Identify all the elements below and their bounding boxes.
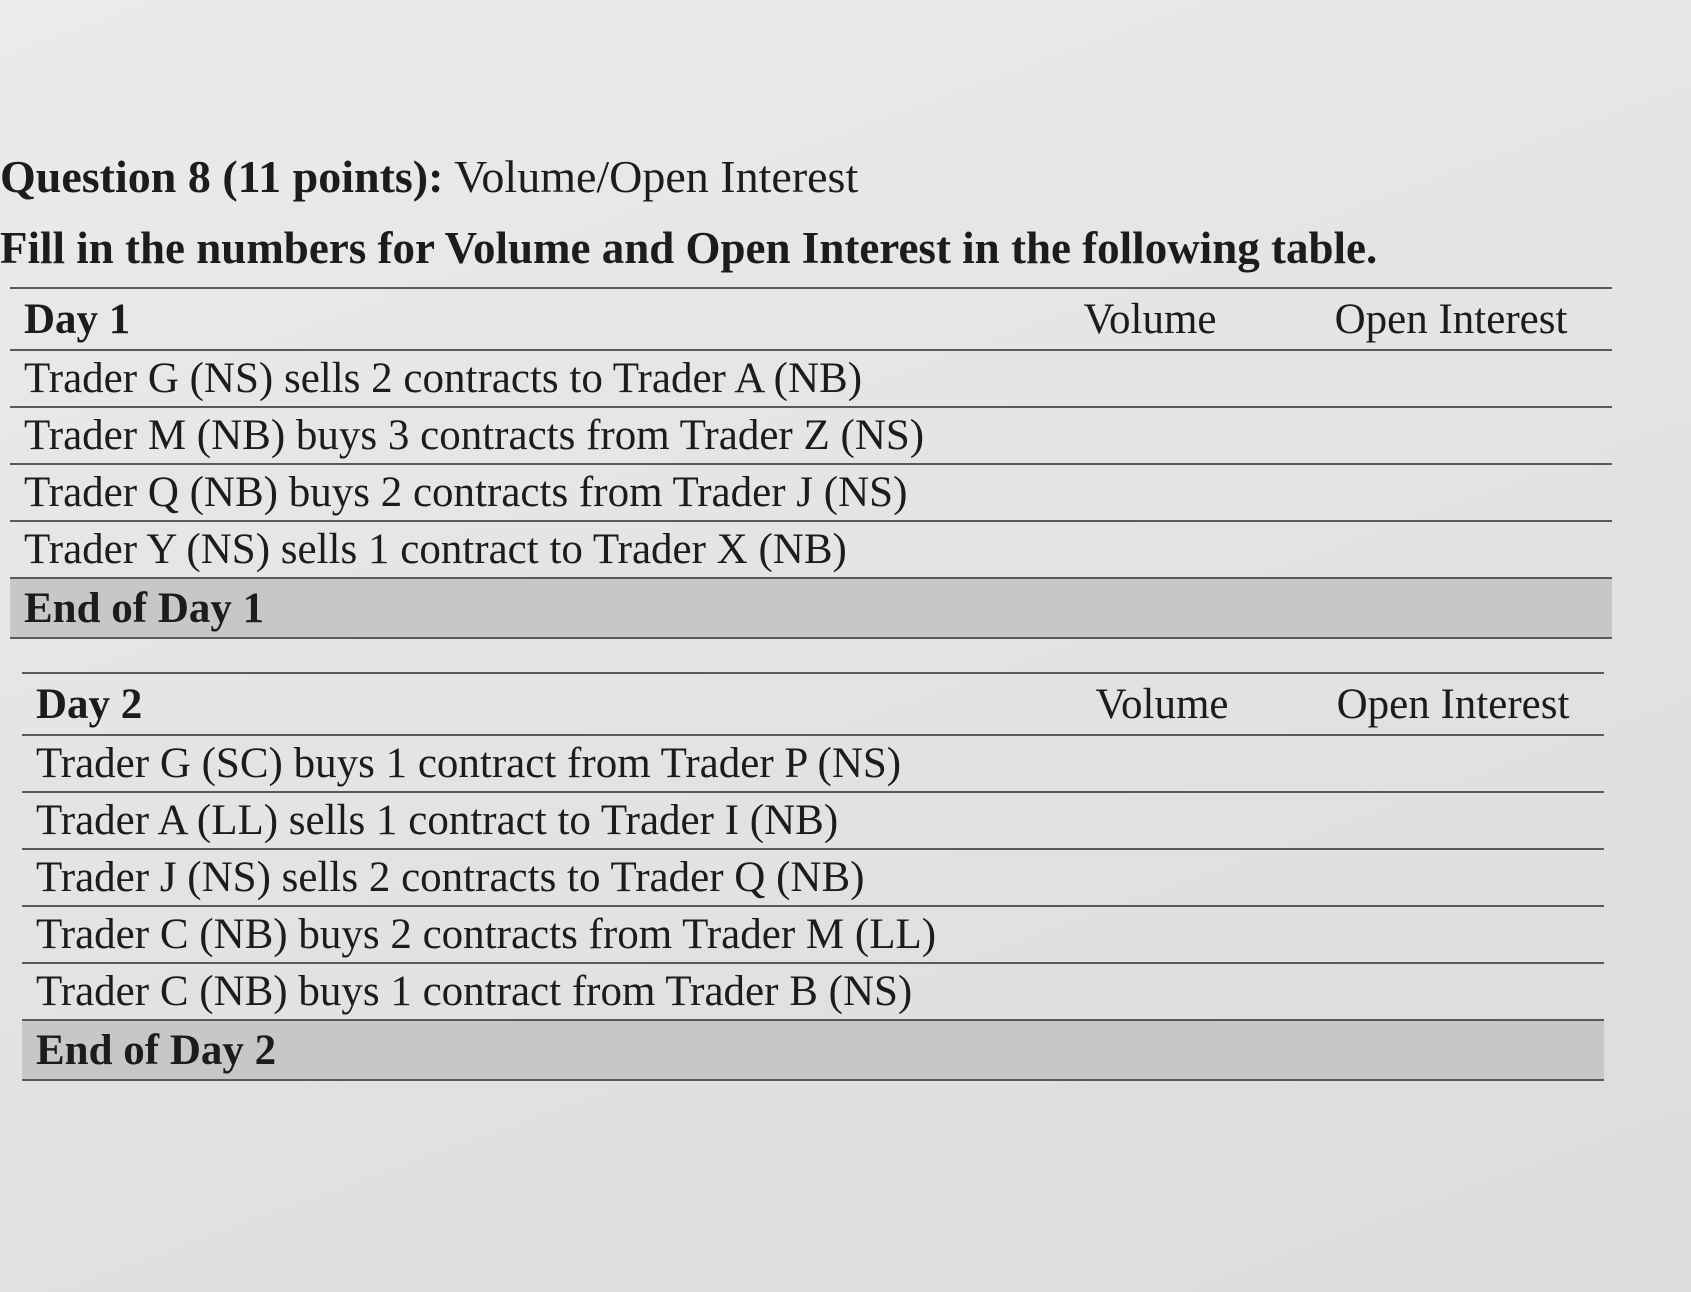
volume-cell[interactable] xyxy=(1022,792,1302,849)
open-interest-column-header: Open Interest xyxy=(1302,673,1604,735)
day-2-table xyxy=(22,672,1604,1081)
table-row xyxy=(22,906,1604,963)
transaction-description: Trader Q (NB) buys 2 contracts from Trader J (NS) xyxy=(10,464,1010,521)
table-header-row xyxy=(22,673,1604,735)
volume-cell[interactable] xyxy=(1010,407,1290,464)
table-row xyxy=(22,849,1604,906)
open-interest-total-cell[interactable] xyxy=(1290,578,1612,638)
end-of-day-label: End of Day 2 xyxy=(22,1020,1022,1080)
transaction-description: Trader C (NB) buys 2 contracts from Trader M (LL) xyxy=(22,906,1022,963)
open-interest-cell[interactable] xyxy=(1290,350,1612,407)
open-interest-total-cell[interactable] xyxy=(1302,1020,1604,1080)
instruction-text: Fill in the numbers for Volume and Open Interest in the following table. xyxy=(0,223,1378,273)
question-label: Question 8 (11 points): xyxy=(0,151,444,202)
volume-column-header: Volume xyxy=(1010,288,1290,350)
open-interest-cell[interactable] xyxy=(1302,735,1604,792)
volume-cell[interactable] xyxy=(1010,350,1290,407)
transaction-description: Trader G (SC) buys 1 contract from Trader P (NS) xyxy=(22,735,1022,792)
volume-total-cell[interactable] xyxy=(1010,578,1290,638)
day-1-table xyxy=(10,287,1612,639)
end-of-day-label: End of Day 1 xyxy=(10,578,1010,638)
volume-cell[interactable] xyxy=(1022,906,1302,963)
volume-cell[interactable] xyxy=(1010,464,1290,521)
transaction-description: Trader G (NS) sells 2 contracts to Trader A (NB) xyxy=(10,350,1010,407)
open-interest-cell[interactable] xyxy=(1302,906,1604,963)
table-row xyxy=(22,963,1604,1020)
volume-cell[interactable] xyxy=(1022,849,1302,906)
question-topic: Volume/Open Interest xyxy=(454,151,859,202)
table-row xyxy=(10,464,1612,521)
day-label: Day 2 xyxy=(22,673,1022,735)
table-row xyxy=(22,735,1604,792)
volume-cell[interactable] xyxy=(1022,735,1302,792)
open-interest-cell[interactable] xyxy=(1290,521,1612,578)
table-row xyxy=(10,350,1612,407)
transaction-description: Trader M (NB) buys 3 contracts from Trader Z (NS) xyxy=(10,407,1010,464)
open-interest-cell[interactable] xyxy=(1302,849,1604,906)
table-row xyxy=(22,792,1604,849)
end-of-day-row xyxy=(10,578,1612,638)
end-of-day-row xyxy=(22,1020,1604,1080)
open-interest-cell[interactable] xyxy=(1302,963,1604,1020)
transaction-description: Trader J (NS) sells 2 contracts to Trader Q (NB) xyxy=(22,849,1022,906)
volume-cell[interactable] xyxy=(1010,521,1290,578)
volume-column-header: Volume xyxy=(1022,673,1302,735)
open-interest-cell[interactable] xyxy=(1302,792,1604,849)
day-label: Day 1 xyxy=(10,288,1010,350)
open-interest-cell[interactable] xyxy=(1290,407,1612,464)
volume-cell[interactable] xyxy=(1022,963,1302,1020)
table-header-row xyxy=(10,288,1612,350)
open-interest-cell[interactable] xyxy=(1290,464,1612,521)
transaction-description: Trader A (LL) sells 1 contract to Trader I (NB) xyxy=(22,792,1022,849)
table-row xyxy=(10,521,1612,578)
open-interest-column-header: Open Interest xyxy=(1290,288,1612,350)
question-title xyxy=(0,150,858,203)
transaction-description: Trader C (NB) buys 1 contract from Trader B (NS) xyxy=(22,963,1022,1020)
volume-total-cell[interactable] xyxy=(1022,1020,1302,1080)
table-row xyxy=(10,407,1612,464)
transaction-description: Trader Y (NS) sells 1 contract to Trader X (NB) xyxy=(10,521,1010,578)
